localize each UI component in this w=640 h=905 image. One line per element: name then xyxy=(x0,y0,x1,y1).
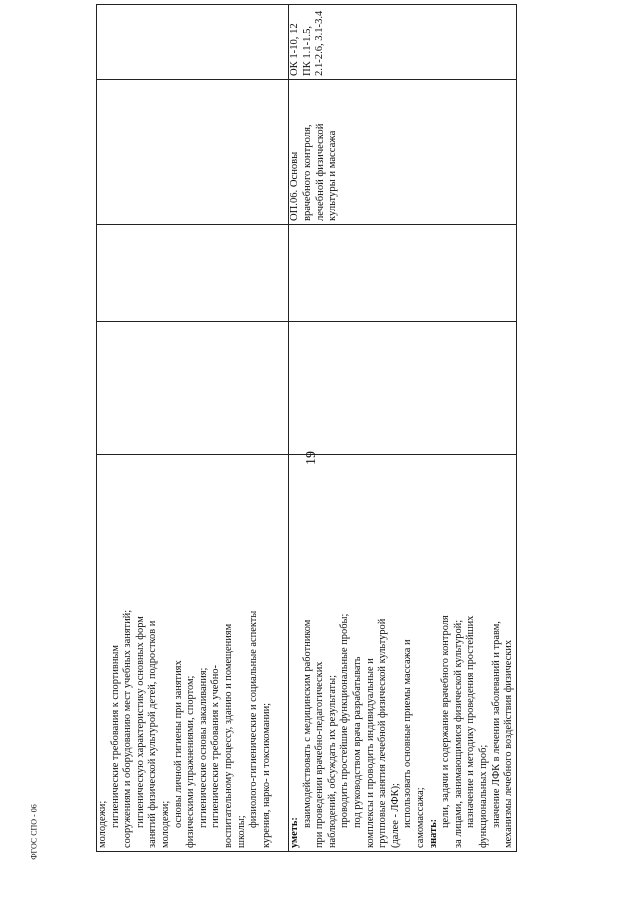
text-line: значение ЛФК в лечении заболеваний и травм, xyxy=(490,621,502,828)
discipline-line: ОП.06. Основы xyxy=(289,151,300,221)
text-line: проводить простейшие функциональные пробы; xyxy=(339,613,351,828)
competency-line: 2.1-2.6, 3.1-3.4 xyxy=(314,10,326,76)
text-line: школы; xyxy=(235,815,247,848)
text-line: физиолого-гигиенические и социальные аспекты xyxy=(248,610,260,828)
competency-line: ПК 1.1-1.5, xyxy=(301,25,313,76)
text-line: гигиеническую характеристику основных форм xyxy=(134,616,146,828)
text-line: основы личной гигиены при занятиях xyxy=(172,660,184,828)
text-line: курения, нарко- и токсикомании; xyxy=(260,702,272,848)
standards-table-region xyxy=(96,10,515,852)
upper-discipline-cell xyxy=(97,80,289,225)
upper-competencies-cell xyxy=(97,5,289,80)
upper-empty-cell xyxy=(97,225,289,322)
text-line: механизмы лечебного воздействия физических xyxy=(503,639,515,848)
upper-description-cell xyxy=(97,455,289,852)
text-line: физическими упражнениями, спортом; xyxy=(185,675,197,848)
section-heading-knowledge: знать: xyxy=(427,818,439,848)
text-line: (далее - ЛФК); xyxy=(389,783,401,848)
text-line: использовать основные приемы массажа и xyxy=(402,639,414,828)
text-line: гигиенические требования к учебно- xyxy=(210,665,222,828)
text-line: занятий физической культурой детей, подростков и xyxy=(147,620,159,848)
text-line: цели, задачи и содержание врачебного контроля xyxy=(440,615,452,828)
competency-line: ОК 1-10, 12 xyxy=(289,23,300,76)
discipline-line: лечебной физической xyxy=(314,123,326,221)
discipline-line: культуры и массажа xyxy=(327,130,339,221)
page-number: 19 xyxy=(304,451,319,465)
footer-document-code: ФГОС СПО - 06 xyxy=(29,804,39,860)
text-line: сооружениям и оборудованию мест учебных занятий; xyxy=(122,609,134,848)
text-line: комплексы и проводить индивидуальные и xyxy=(364,658,376,848)
text-line: гигиенические требования к спортивным xyxy=(109,645,121,828)
text-line: функциональных проб; xyxy=(477,744,489,848)
upper-empty-cell xyxy=(97,322,289,455)
lower-empty-cell xyxy=(289,225,517,322)
text-line: самомассажа; xyxy=(414,787,426,848)
text-line: назначение и методику проведения простейших xyxy=(465,615,477,828)
text-line: молодежи; xyxy=(97,800,108,848)
text-line: воспитательному процессу, зданию и помещениям xyxy=(222,623,234,848)
competencies-cell xyxy=(289,5,517,80)
text-line: при проведении врачебно-педагогических xyxy=(314,661,326,848)
lower-empty-cell xyxy=(289,322,517,455)
text-line: наблюдений, обсуждать их результаты; xyxy=(326,675,338,848)
text-line: взаимодействовать с медицинским работником xyxy=(301,619,313,828)
lower-description-cell xyxy=(289,455,517,852)
standards-table xyxy=(96,4,517,852)
table-row-lower xyxy=(289,5,517,852)
table-row-upper xyxy=(97,5,289,852)
discipline-line: врачебного контроля, xyxy=(301,124,313,221)
text-line: под руководством врача разрабатывать xyxy=(351,656,363,828)
section-heading-skills: уметь: xyxy=(289,817,300,848)
text-line: гигиенические основы закаливания; xyxy=(197,667,209,828)
discipline-cell xyxy=(289,80,517,225)
text-line: за лицами, занимающимися физической культурой; xyxy=(452,619,464,848)
text-line: групповые занятия лечебной физической культурой xyxy=(377,618,389,848)
text-line: молодежи; xyxy=(159,800,171,848)
